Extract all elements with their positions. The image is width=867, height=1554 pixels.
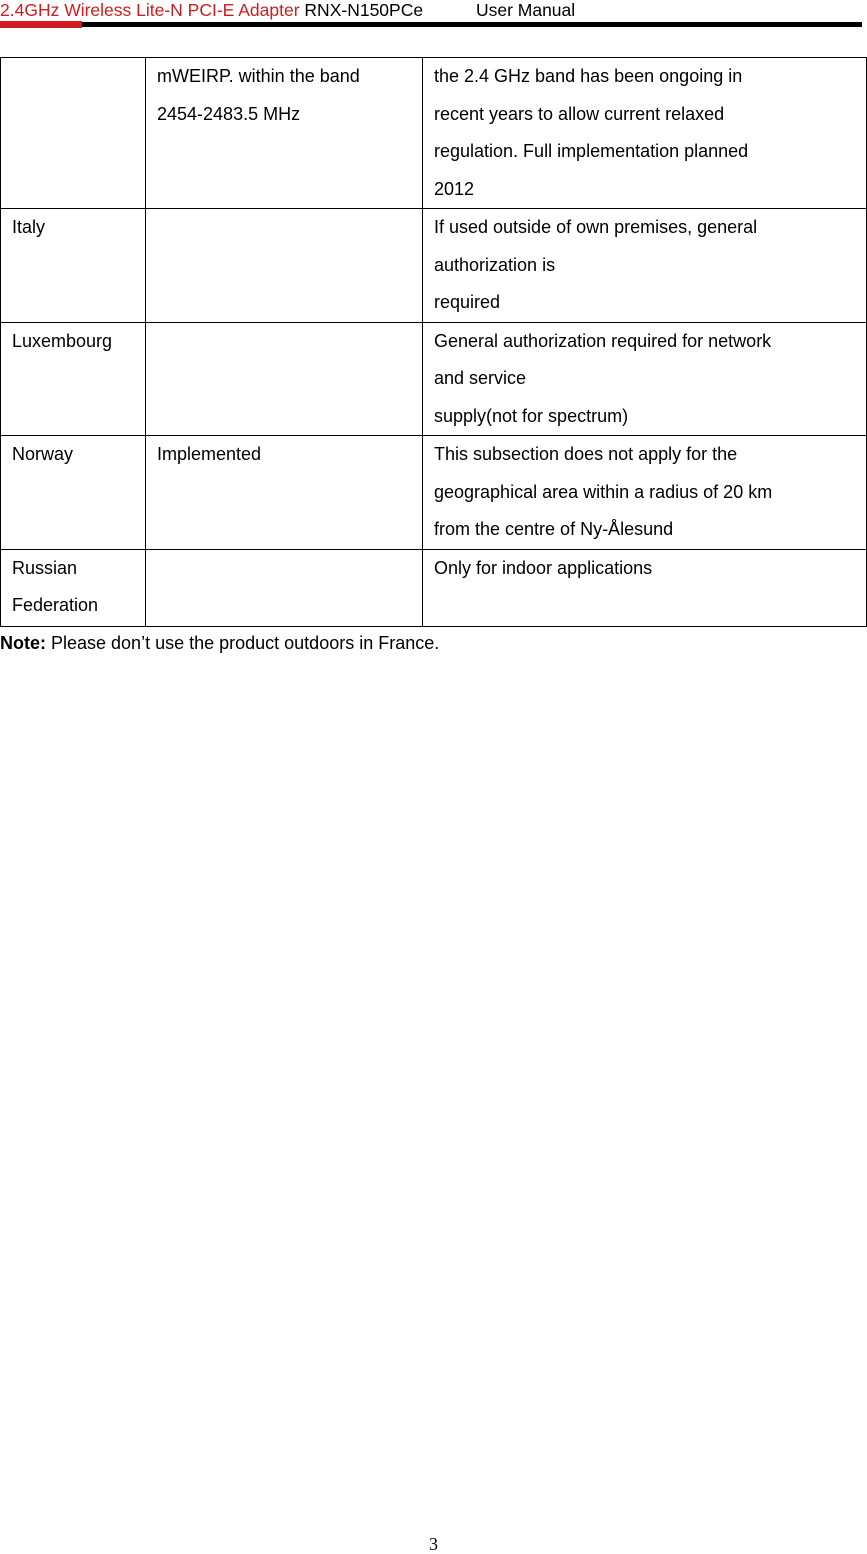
cell-line: If used outside of own premises, general [434, 217, 758, 237]
table-row [1, 436, 867, 550]
country-cell [1, 549, 146, 626]
table-row [1, 58, 867, 209]
cell-line: 2454-2483.5 MHz [157, 103, 301, 124]
table-row [1, 549, 867, 626]
header-model: RNX-N150PCe [304, 0, 424, 20]
country-cell [1, 322, 146, 436]
header-rule-red [0, 21, 82, 28]
cell-line: Federation [12, 595, 99, 615]
running-header [0, 0, 867, 20]
note-label: Note: [0, 633, 46, 653]
implementation-cell [146, 549, 423, 626]
regulatory-table [0, 57, 867, 627]
header-product-name: 2.4GHz Wireless Lite-N PCI-E Adapter [0, 0, 300, 20]
cell-line: supply(not for spectrum) [434, 405, 629, 426]
implementation-cell [146, 322, 423, 436]
table-row [1, 322, 867, 436]
cell-line: mWEIRP. within the band [157, 66, 360, 86]
comment-cell [423, 436, 867, 550]
cell-line: Russian [12, 557, 78, 578]
page-number: 3 [429, 1534, 438, 1554]
cell-line: Only for indoor applications [434, 557, 653, 578]
cell-line: General authorization required for network [434, 330, 772, 351]
cell-line: 2012 [434, 178, 475, 199]
cell-line: authorization is [434, 254, 556, 275]
country-cell [1, 436, 146, 550]
comment-cell [423, 549, 867, 626]
cell-line: This subsection does not apply for the [434, 444, 738, 464]
table-row [1, 209, 867, 323]
cell-line: from the centre of Ny-Ålesund [434, 519, 674, 539]
cell-line: regulation. Full implementation planned [434, 141, 749, 161]
comment-cell [423, 58, 867, 209]
header-rule-black [82, 22, 862, 27]
country-cell [1, 58, 146, 209]
comment-cell [423, 209, 867, 323]
comment-cell [423, 322, 867, 436]
implementation-cell [146, 436, 423, 550]
cell-line: Italy [12, 217, 46, 237]
cell-line: Luxembourg [12, 330, 113, 351]
implementation-cell [146, 58, 423, 209]
cell-line: and service [434, 368, 527, 388]
cell-line: recent years to allow current relaxed [434, 103, 725, 124]
country-cell [1, 209, 146, 323]
note-paragraph [0, 629, 439, 657]
cell-line: the 2.4 GHz band has been ongoing in [434, 66, 743, 86]
cell-line: Implemented [157, 444, 262, 464]
note-text: Please don’t use the product outdoors in France. [46, 633, 440, 653]
implementation-cell [146, 209, 423, 323]
cell-line: required [434, 292, 501, 312]
cell-line: geographical area within a radius of 20 km [434, 481, 773, 502]
header-doc-type: User Manual [475, 0, 576, 20]
cell-line: Norway [12, 444, 74, 464]
